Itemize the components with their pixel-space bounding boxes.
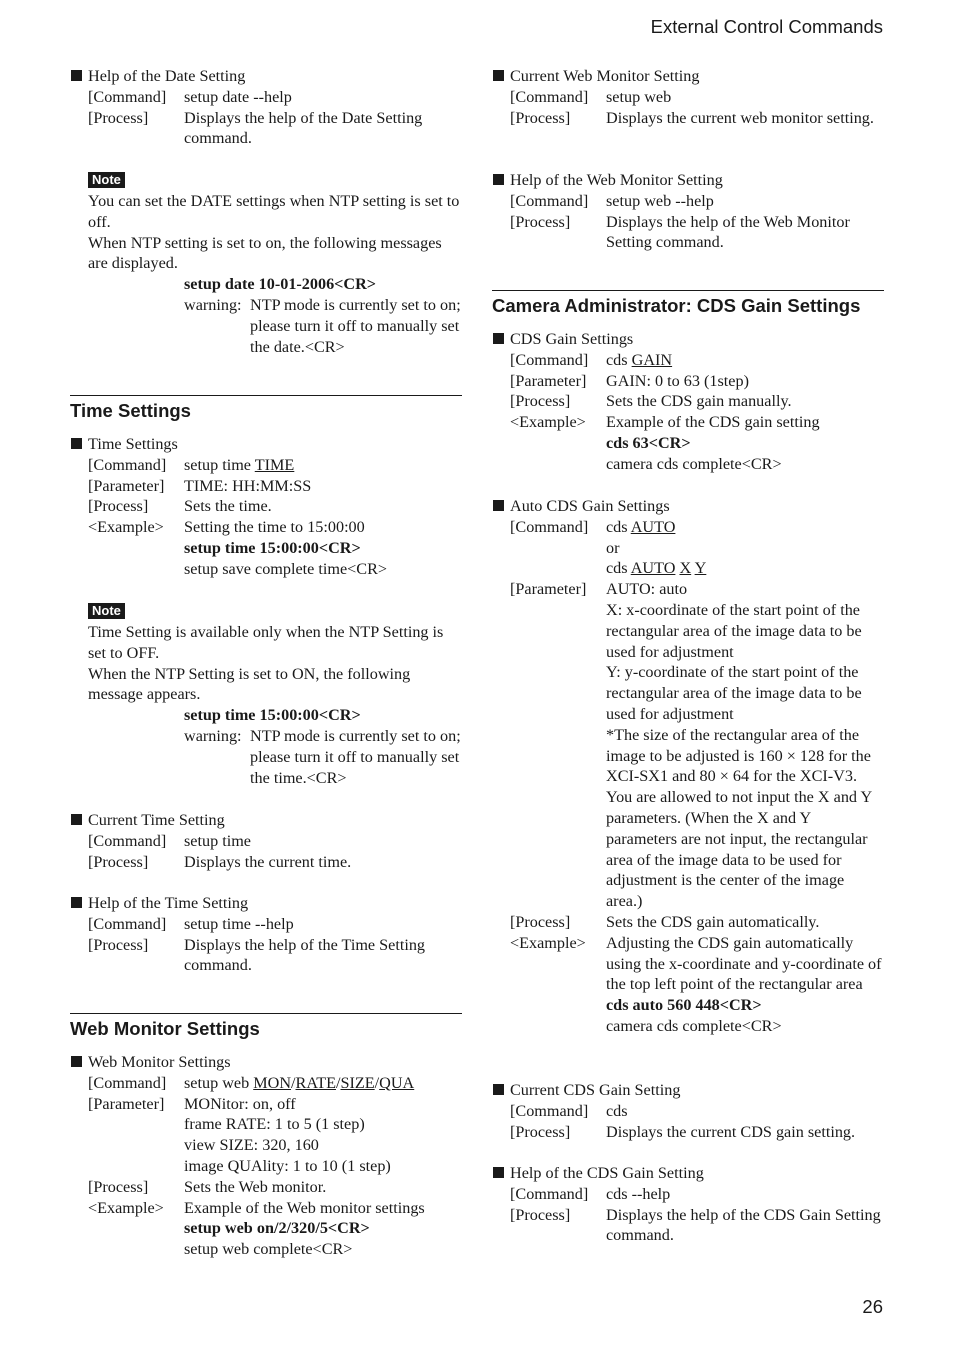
current-time-block [70, 810, 462, 872]
example-response: setup save complete time<CR> [184, 559, 388, 578]
current-cds-block [492, 1080, 884, 1142]
cds-gain-block [492, 329, 884, 475]
command-param-rate: RATE [295, 1073, 336, 1092]
example-text: Example of the Web monitor settings [184, 1198, 425, 1217]
process-label: [Process] [510, 212, 571, 231]
command-text: cds [606, 350, 632, 369]
block-title: Help of the Date Setting [88, 67, 246, 85]
command-text: setup time [184, 455, 255, 474]
command-param-size: SIZE [340, 1073, 375, 1092]
block-title: Help of the Time Setting [88, 894, 249, 912]
web-settings-block [70, 1052, 462, 1260]
process-label: [Process] [88, 935, 149, 954]
command-param-y: Y [694, 559, 707, 578]
time-help-block [70, 893, 462, 976]
block-title: Current Time Setting [88, 811, 225, 829]
cds-help-block [492, 1163, 884, 1246]
example-label: <Example> [88, 518, 164, 537]
parameter-label: [Parameter] [510, 371, 587, 390]
process-label: [Process] [510, 1205, 571, 1224]
parameter-text: X: x-coordinate of the start point of the rectangular area of the image data to be used for adjustment [606, 600, 862, 661]
command-label: [Command] [510, 517, 589, 536]
parameter-text: image QUAlity: 1 to 10 (1 step) [184, 1156, 391, 1175]
current-web-block [492, 66, 884, 128]
section-heading-time: Time Settings [70, 395, 462, 422]
example-response: camera cds complete<CR> [606, 454, 782, 473]
example-label: <Example> [88, 1198, 164, 1217]
command-param-auto: AUTO [630, 559, 676, 578]
bullet-square-icon [493, 1167, 504, 1178]
bullet-square-icon [493, 500, 504, 511]
process-label: [Process] [88, 1177, 149, 1196]
parameter-text: view SIZE: 320, 160 [184, 1136, 319, 1155]
time-settings-block [70, 434, 462, 580]
command-label: [Command] [510, 350, 589, 369]
note-time-block [70, 600, 462, 788]
process-text: Displays the help of the CDS Gain Setting command. [606, 1205, 881, 1245]
note-text: You can set the DATE settings when NTP setting is set to off. [88, 192, 460, 231]
example-command: setup web on/2/320/5<CR> [184, 1219, 370, 1238]
example-text: Example of the CDS gain setting [606, 413, 820, 432]
parameter-text: GAIN: 0 to 63 (1step) [606, 371, 749, 390]
warning-label: warning: [184, 726, 242, 745]
command-param: TIME [254, 455, 295, 474]
parameter-text: Y: y-coordinate of the start point of the rectangular area of the image data to be used for adjustment [606, 663, 862, 723]
example-text: Setting the time to 15:00:00 [184, 518, 365, 537]
command-param: AUTO [630, 517, 676, 536]
section-heading-web: Web Monitor Settings [70, 1013, 462, 1040]
web-help-block [492, 170, 884, 253]
slash: / [374, 1073, 380, 1092]
command-label: [Command] [88, 831, 167, 850]
block-title: Web Monitor Settings [88, 1053, 231, 1071]
process-text: Displays the current web monitor setting. [606, 108, 874, 127]
bullet-square-icon [71, 897, 82, 908]
note-text: Time Setting is available only when the NTP Setting is set to OFF. [88, 623, 444, 662]
command-text: setup time --help [184, 914, 294, 933]
bullet-square-icon [493, 70, 504, 81]
process-label: [Process] [88, 497, 149, 516]
process-text: Sets the CDS gain manually. [606, 392, 792, 411]
command-label: [Command] [88, 1073, 167, 1092]
process-text: Sets the Web monitor. [184, 1177, 327, 1196]
parameter-text: AUTO: auto [606, 580, 688, 599]
process-label: [Process] [510, 392, 571, 411]
page-header: External Control Commands [650, 16, 883, 37]
parameter-text: TIME: HH:MM:SS [184, 476, 312, 495]
process-label: [Process] [510, 108, 571, 127]
command-label: [Command] [510, 191, 589, 210]
command-param: GAIN [631, 350, 673, 369]
command-label: [Command] [88, 455, 167, 474]
note-text: When the NTP Setting is set to ON, the following message appears. [88, 664, 411, 704]
command-text: setup web --help [606, 191, 714, 210]
block-title: Current Web Monitor Setting [510, 67, 700, 85]
command-label: [Command] [88, 87, 167, 106]
warning-text: NTP mode is currently set to on; please turn it off to manually set the date.<CR> [250, 295, 461, 356]
block-title: Auto CDS Gain Settings [510, 497, 670, 515]
bullet-square-icon [493, 333, 504, 344]
example-text: Adjusting the CDS gain automatically using the x-coordinate and y-coordinate of the top left point of the rectangular area [606, 933, 882, 994]
command-text: setup date --help [184, 87, 292, 106]
warning-text: NTP mode is currently set to on; please turn it off to manually set the time.<CR> [250, 726, 461, 787]
bullet-square-icon [71, 1056, 82, 1067]
command-label: [Command] [510, 1184, 589, 1203]
block-title: CDS Gain Settings [510, 330, 634, 348]
example-response: camera cds complete<CR> [606, 1016, 782, 1035]
bullet-square-icon [493, 1084, 504, 1095]
parameter-text: MONitor: on, off [184, 1094, 296, 1113]
example-label: <Example> [510, 933, 586, 952]
command-text: cds [606, 559, 631, 578]
note-badge: Note [88, 172, 125, 188]
process-text: Displays the help of the Date Setting command. [184, 108, 423, 148]
example-response: setup web complete<CR> [184, 1240, 353, 1259]
command-param-mon: MON [253, 1073, 292, 1092]
process-label: [Process] [88, 852, 149, 871]
command-text: cds --help [606, 1184, 671, 1203]
example-command: setup time 15:00:00<CR> [184, 538, 361, 557]
parameter-note: *The size of the rectangular area of the image to be adjusted is 160 × 128 for the XCI-SX1 and 80 × 64 for the XCI-V3. You are allowed to not input the X and Y parameters. (When the X and Y parameters are not input, the rectangular area of the image data to be used for adjustment is the center of the image area.) [606, 725, 872, 911]
process-text: Sets the time. [184, 497, 272, 516]
process-label: [Process] [510, 1122, 571, 1141]
process-label: [Process] [88, 108, 149, 127]
note-text: When NTP setting is set to on, the following messages are displayed. [88, 233, 442, 273]
block-title: Current CDS Gain Setting [510, 1081, 681, 1099]
parameter-label: [Parameter] [88, 1094, 165, 1113]
process-text: Displays the help of the Time Setting command. [184, 935, 426, 975]
command-text: setup web [184, 1073, 254, 1092]
bullet-square-icon [493, 174, 504, 185]
auto-cds-block [492, 496, 884, 1037]
block-title: Time Settings [88, 435, 178, 453]
example-label: <Example> [510, 413, 586, 432]
date-help-block [70, 66, 462, 149]
example-command: cds 63<CR> [606, 433, 691, 452]
block-title: Help of the Web Monitor Setting [510, 171, 723, 189]
process-text: Displays the help of the Web Monitor Setting command. [606, 212, 850, 252]
section-heading-cds: Camera Administrator: CDS Gain Settings [492, 290, 884, 317]
bullet-square-icon [71, 438, 82, 449]
slash: / [291, 1073, 296, 1092]
command-param-x: X [679, 559, 692, 578]
parameter-label: [Parameter] [88, 476, 165, 495]
command-label: [Command] [88, 914, 167, 933]
command-text: cds [606, 517, 631, 536]
page-number: 26 [862, 1296, 883, 1317]
or-text: or [606, 538, 620, 557]
bullet-square-icon [71, 70, 82, 81]
process-label: [Process] [510, 912, 571, 931]
command-text: setup web [606, 87, 672, 106]
command-text: setup time [184, 831, 251, 850]
command-label: [Command] [510, 1101, 589, 1120]
process-text: Sets the CDS gain automatically. [606, 912, 820, 931]
process-text: Displays the current time. [184, 852, 352, 871]
slash: / [335, 1073, 341, 1092]
block-title: Help of the CDS Gain Setting [510, 1164, 704, 1182]
bullet-square-icon [71, 814, 82, 825]
example-command: cds auto 560 448<CR> [606, 996, 762, 1015]
command-label: [Command] [510, 87, 589, 106]
note-date-block [70, 169, 462, 357]
parameter-text: frame RATE: 1 to 5 (1 step) [184, 1115, 365, 1134]
command-param-qua: QUA [379, 1073, 415, 1092]
note-command: setup date 10-01-2006<CR> [184, 275, 377, 294]
note-badge: Note [88, 603, 125, 619]
process-text: Displays the current CDS gain setting. [606, 1122, 856, 1141]
note-command: setup time 15:00:00<CR> [184, 706, 361, 725]
warning-label: warning: [184, 295, 242, 314]
command-text: cds [606, 1101, 628, 1120]
parameter-label: [Parameter] [510, 580, 587, 599]
